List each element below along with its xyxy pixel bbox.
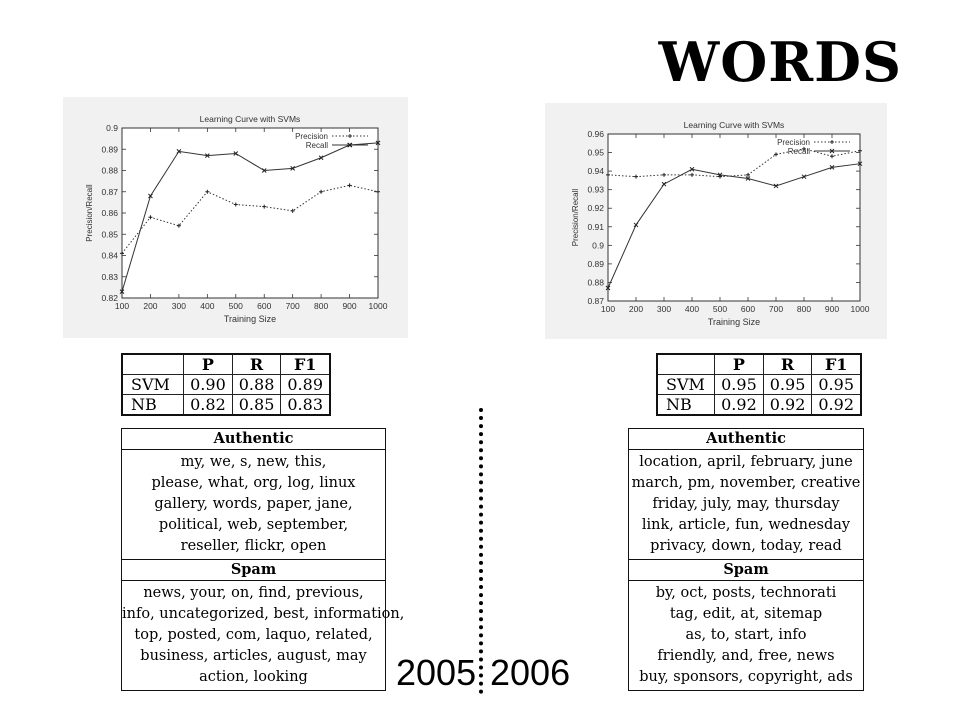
word-line: friendly, and, free, news	[657, 648, 835, 664]
y-tick-label: 0.84	[101, 250, 118, 261]
metrics-cell: 0.82	[184, 395, 233, 416]
metrics-corner	[657, 354, 715, 375]
chart-2006	[545, 103, 887, 339]
metrics-cell: 0.89	[281, 375, 330, 395]
metrics-header: F1	[812, 354, 861, 375]
y-tick-label: 0.89	[101, 144, 118, 155]
x-tick-label: 400	[684, 304, 700, 314]
word-line: location, april, february, june	[639, 454, 853, 470]
metrics-cell: 0.95	[763, 375, 812, 395]
x-tick-label: 600	[257, 301, 272, 311]
word-line: info, uncategorized, best, information,	[122, 606, 405, 622]
y-tick-label: 0.85	[101, 229, 118, 240]
year-label-left: 2005	[396, 652, 477, 693]
x-tick-label: 400	[200, 301, 215, 311]
y-tick-label: 0.87	[101, 186, 118, 197]
x-tick-label: 500	[228, 301, 243, 311]
spam-words	[629, 581, 863, 690]
metrics-cell: 0.92	[763, 395, 812, 416]
x-tick-label: 1000	[368, 301, 388, 311]
x-tick-label: 200	[143, 301, 158, 311]
metrics-row-label: NB	[122, 395, 184, 416]
x-tick-label: 500	[712, 304, 728, 314]
x-tick-label: 300	[656, 304, 672, 314]
metrics-cell: 0.83	[281, 395, 330, 416]
word-line: business, articles, august, may	[140, 648, 367, 664]
legend-label: Recall	[787, 147, 810, 156]
metrics-row-label: NB	[657, 395, 715, 416]
y-axis-label: Precision/Recall	[571, 188, 580, 247]
word-table-2006	[628, 428, 864, 691]
x-tick-label: 600	[740, 304, 756, 314]
x-tick-label: 800	[314, 301, 329, 311]
x-tick-label: 300	[171, 301, 186, 311]
metrics-cell: 0.92	[715, 395, 764, 416]
y-tick-label: 0.93	[587, 184, 604, 195]
word-line: news, your, on, find, previous,	[143, 585, 364, 601]
chart-title: Learning Curve with SVMs	[199, 114, 301, 124]
spam-header: Spam	[122, 560, 385, 581]
metrics-header: R	[232, 354, 281, 375]
metrics-header: R	[763, 354, 812, 375]
word-line: link, article, fun, wednesday	[641, 517, 851, 533]
x-tick-label: 700	[768, 304, 784, 314]
metrics-cell: 0.85	[232, 395, 281, 416]
legend-label: Recall	[305, 141, 328, 150]
metrics-cell: 0.95	[812, 375, 861, 395]
x-tick-label: 1000	[850, 304, 870, 314]
metrics-header: P	[715, 354, 764, 375]
y-tick-label: 0.83	[101, 271, 118, 282]
authentic-words	[122, 450, 385, 560]
y-tick-label: 0.88	[587, 277, 604, 288]
year-label-right: 2006	[490, 652, 571, 693]
word-line: political, web, september,	[158, 517, 349, 533]
x-tick-label: 200	[628, 304, 644, 314]
authentic-header: Authentic	[629, 429, 863, 450]
x-axis-label: Training Size	[707, 317, 761, 327]
x-axis-label: Training Size	[223, 314, 277, 324]
plot-area	[122, 128, 378, 298]
y-tick-label: 0.86	[101, 208, 118, 218]
x-tick-label: 900	[342, 301, 357, 311]
word-line: top, posted, com, laquo, related,	[134, 627, 373, 643]
word-line: march, pm, november, creative	[631, 475, 861, 491]
word-line: by, oct, posts, technorati	[655, 585, 837, 601]
y-tick-label: 0.82	[101, 293, 118, 303]
chart-2005-panel	[63, 97, 408, 338]
metrics-cell: 0.92	[812, 395, 861, 416]
metrics-cell: 0.88	[232, 375, 281, 395]
x-tick-label: 100	[600, 304, 616, 314]
y-tick-label: 0.94	[587, 166, 604, 177]
spam-words	[122, 581, 405, 690]
metrics-table-2006	[656, 353, 862, 416]
x-tick-label: 800	[796, 304, 812, 314]
metrics-corner	[122, 354, 184, 375]
y-tick-label: 0.87	[587, 296, 604, 306]
y-tick-label: 0.9	[592, 240, 604, 251]
spam-header: Spam	[629, 560, 863, 581]
legend-label: Precision	[777, 138, 810, 147]
x-tick-label: 700	[285, 301, 300, 311]
slide-title: WORDS	[658, 30, 902, 94]
authentic-header: Authentic	[122, 429, 385, 450]
word-line: my, we, s, new, this,	[180, 454, 327, 470]
x-tick-label: 900	[824, 304, 840, 314]
word-table-2005	[121, 428, 405, 691]
y-tick-label: 0.89	[587, 258, 604, 269]
year-divider	[479, 408, 483, 694]
metrics-row-label: SVM	[122, 375, 184, 395]
metrics-cell: 0.95	[715, 375, 764, 395]
word-line: as, to, start, info	[685, 627, 807, 643]
chart-2005	[63, 97, 408, 338]
y-tick-label: 0.95	[587, 147, 604, 158]
metrics-cell: 0.90	[184, 375, 233, 395]
plot-area	[608, 134, 860, 301]
word-line: action, looking	[199, 669, 308, 685]
legend-label: Precision	[295, 132, 328, 141]
metrics-row-label: SVM	[657, 375, 715, 395]
y-tick-label: 0.92	[587, 203, 604, 214]
y-axis-label: Precision/Recall	[85, 184, 94, 242]
y-tick-label: 0.88	[101, 165, 118, 176]
x-tick-label: 100	[114, 301, 130, 311]
chart-2006-panel	[545, 103, 887, 339]
word-line: privacy, down, today, read	[650, 538, 842, 554]
authentic-words	[629, 450, 863, 560]
chart-title: Learning Curve with SVMs	[683, 120, 785, 130]
word-line: buy, sponsors, copyright, ads	[639, 669, 853, 685]
word-line: reseller, flickr, open	[180, 538, 327, 554]
metrics-header: F1	[281, 354, 330, 375]
word-line: gallery, words, paper, jane,	[154, 496, 353, 512]
y-tick-label: 0.9	[106, 123, 118, 133]
y-tick-label: 0.96	[587, 129, 604, 139]
word-line: tag, edit, at, sitemap	[669, 606, 823, 622]
y-tick-label: 0.91	[587, 221, 604, 232]
metrics-header: P	[184, 354, 233, 375]
word-line: please, what, org, log, linux	[151, 475, 356, 491]
metrics-table-2005	[121, 353, 331, 416]
word-line: friday, july, may, thursday	[652, 496, 840, 512]
